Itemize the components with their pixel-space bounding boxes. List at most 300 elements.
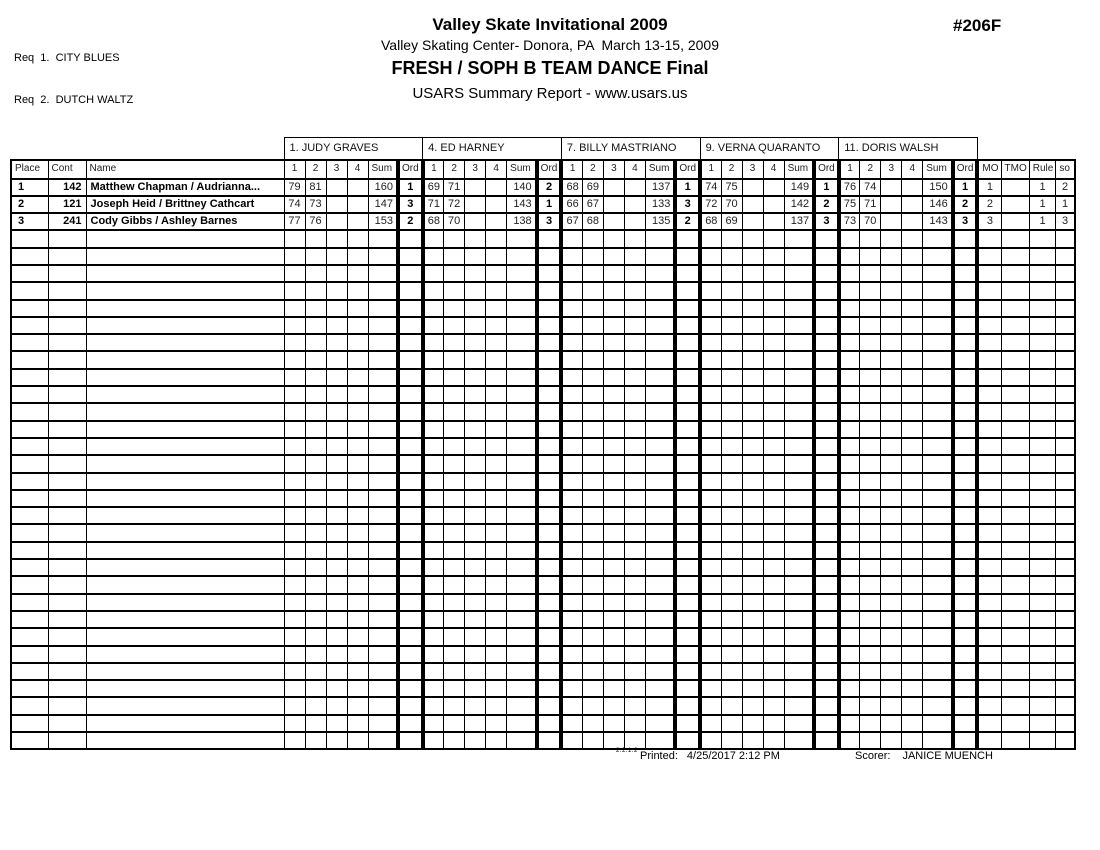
empty-cell	[444, 715, 465, 732]
empty-cell	[86, 663, 284, 680]
empty-cell	[1056, 455, 1075, 472]
empty-cell	[398, 542, 423, 559]
empty-cell	[423, 559, 444, 576]
empty-cell	[814, 230, 839, 247]
empty-cell	[645, 594, 675, 611]
empty-cell	[881, 265, 902, 282]
empty-cell	[582, 663, 603, 680]
empty-cell	[784, 455, 814, 472]
empty-cell	[1029, 300, 1056, 317]
empty-cell	[645, 628, 675, 645]
empty-cell	[465, 334, 486, 351]
empty-cell	[1056, 351, 1075, 368]
empty-cell	[486, 369, 507, 386]
empty-cell	[700, 542, 721, 559]
empty-cell	[1001, 230, 1029, 247]
empty-cell	[465, 455, 486, 472]
empty-cell	[1056, 663, 1075, 680]
empty-cell	[624, 542, 645, 559]
judge-name-2: 4. ED HARNEY	[423, 138, 562, 160]
judge5-ord-cell: 2	[953, 196, 978, 213]
place-cell: 1	[11, 179, 48, 196]
empty-cell	[977, 351, 1001, 368]
empty-cell	[839, 559, 860, 576]
judge4-score-cell	[742, 179, 763, 196]
empty-cell	[923, 542, 953, 559]
empty-cell	[444, 421, 465, 438]
empty-cell	[977, 438, 1001, 455]
empty-cell	[326, 576, 347, 593]
empty-cell	[1001, 663, 1029, 680]
empty-cell	[721, 628, 742, 645]
judge4-score-cell: 70	[721, 196, 742, 213]
empty-cell	[721, 421, 742, 438]
empty-cell	[284, 576, 305, 593]
empty-cell	[86, 455, 284, 472]
empty-cell	[839, 663, 860, 680]
empty-cell	[1029, 265, 1056, 282]
empty-cell	[1029, 351, 1056, 368]
empty-cell	[368, 351, 398, 368]
header-judge5-1: 1	[839, 160, 860, 179]
empty-cell	[742, 490, 763, 507]
empty-cell	[742, 697, 763, 714]
empty-cell	[1001, 646, 1029, 663]
empty-cell	[902, 680, 923, 697]
empty-cell	[284, 421, 305, 438]
empty-cell	[582, 576, 603, 593]
empty-cell	[537, 317, 562, 334]
empty-cell	[561, 403, 582, 420]
empty-cell	[465, 438, 486, 455]
empty-cell	[1001, 611, 1029, 628]
empty-cell	[11, 611, 48, 628]
empty-cell	[881, 594, 902, 611]
empty-cell	[1029, 628, 1056, 645]
empty-cell	[86, 334, 284, 351]
judge5-score-cell: 75	[839, 196, 860, 213]
empty-cell	[1056, 438, 1075, 455]
empty-cell	[537, 438, 562, 455]
empty-cell	[486, 334, 507, 351]
empty-cell	[839, 403, 860, 420]
empty-cell	[465, 542, 486, 559]
judge1-score-cell: 76	[305, 213, 326, 230]
empty-cell	[675, 559, 700, 576]
empty-cell	[486, 542, 507, 559]
empty-cell	[839, 317, 860, 334]
empty-cell	[881, 680, 902, 697]
empty-cell	[860, 663, 881, 680]
empty-cell	[923, 524, 953, 541]
empty-cell	[1001, 680, 1029, 697]
empty-cell	[423, 594, 444, 611]
empty-cell	[398, 559, 423, 576]
rule-cell: 1	[1029, 179, 1056, 196]
empty-cell	[326, 421, 347, 438]
empty-row	[11, 594, 1075, 611]
judge2-score-cell	[486, 213, 507, 230]
judge-header-row	[11, 138, 1075, 160]
empty-cell	[839, 334, 860, 351]
empty-cell	[347, 438, 368, 455]
empty-cell	[603, 628, 624, 645]
empty-cell	[11, 230, 48, 247]
empty-cell	[953, 317, 978, 334]
empty-cell	[326, 230, 347, 247]
empty-cell	[624, 490, 645, 507]
empty-cell	[423, 438, 444, 455]
header-place: Place	[11, 160, 48, 179]
empty-cell	[11, 646, 48, 663]
empty-cell	[1001, 386, 1029, 403]
empty-cell	[923, 611, 953, 628]
empty-cell	[284, 697, 305, 714]
empty-cell	[507, 369, 537, 386]
empty-cell	[537, 490, 562, 507]
empty-cell	[1001, 317, 1029, 334]
empty-cell	[486, 265, 507, 282]
empty-cell	[784, 248, 814, 265]
empty-cell	[86, 697, 284, 714]
empty-cell	[486, 524, 507, 541]
empty-cell	[444, 300, 465, 317]
empty-cell	[1029, 663, 1056, 680]
empty-cell	[465, 663, 486, 680]
empty-cell	[814, 680, 839, 697]
empty-cell	[537, 334, 562, 351]
empty-cell	[582, 594, 603, 611]
empty-cell	[465, 559, 486, 576]
empty-cell	[700, 715, 721, 732]
empty-cell	[1056, 542, 1075, 559]
empty-cell	[881, 317, 902, 334]
empty-cell	[953, 230, 978, 247]
empty-cell	[923, 300, 953, 317]
empty-cell	[284, 230, 305, 247]
empty-cell	[561, 594, 582, 611]
empty-cell	[284, 611, 305, 628]
empty-cell	[624, 594, 645, 611]
judge1-sum-cell: 153	[368, 213, 398, 230]
empty-cell	[977, 559, 1001, 576]
empty-cell	[977, 334, 1001, 351]
empty-cell	[645, 490, 675, 507]
empty-cell	[423, 334, 444, 351]
empty-cell	[86, 542, 284, 559]
empty-row	[11, 317, 1075, 334]
empty-cell	[814, 282, 839, 299]
empty-cell	[977, 265, 1001, 282]
mo-cell: 1	[977, 179, 1001, 196]
empty-cell	[284, 282, 305, 299]
empty-cell	[721, 732, 742, 749]
empty-cell	[645, 300, 675, 317]
empty-cell	[326, 542, 347, 559]
empty-cell	[465, 524, 486, 541]
empty-cell	[368, 334, 398, 351]
name-cell: Matthew Chapman / Audrianna...	[86, 179, 284, 196]
empty-cell	[721, 438, 742, 455]
empty-cell	[603, 317, 624, 334]
empty-cell	[486, 300, 507, 317]
empty-cell	[444, 507, 465, 524]
empty-cell	[953, 351, 978, 368]
empty-cell	[305, 455, 326, 472]
empty-cell	[423, 386, 444, 403]
empty-cell	[368, 248, 398, 265]
header-judge5-2: 2	[860, 160, 881, 179]
header-judge4-ord: Ord	[814, 160, 839, 179]
empty-cell	[881, 490, 902, 507]
empty-cell	[953, 438, 978, 455]
judge1-ord-cell: 2	[398, 213, 423, 230]
empty-cell	[561, 438, 582, 455]
empty-cell	[763, 524, 784, 541]
empty-cell	[624, 369, 645, 386]
empty-cell	[423, 663, 444, 680]
empty-cell	[977, 594, 1001, 611]
empty-cell	[860, 282, 881, 299]
empty-cell	[902, 386, 923, 403]
empty-row	[11, 732, 1075, 749]
empty-cell	[486, 455, 507, 472]
empty-cell	[326, 680, 347, 697]
empty-cell	[603, 507, 624, 524]
empty-cell	[953, 680, 978, 697]
empty-cell	[347, 248, 368, 265]
judge3-score-cell	[624, 213, 645, 230]
empty-cell	[923, 317, 953, 334]
empty-row	[11, 300, 1075, 317]
empty-cell	[645, 680, 675, 697]
empty-cell	[1001, 715, 1029, 732]
judge4-score-cell	[763, 213, 784, 230]
empty-cell	[881, 507, 902, 524]
empty-cell	[624, 455, 645, 472]
empty-cell	[784, 732, 814, 749]
empty-cell	[923, 646, 953, 663]
empty-cell	[603, 697, 624, 714]
empty-cell	[603, 732, 624, 749]
empty-cell	[444, 542, 465, 559]
empty-cell	[742, 524, 763, 541]
empty-cell	[423, 351, 444, 368]
empty-cell	[86, 715, 284, 732]
header-judge1-ord: Ord	[398, 160, 423, 179]
empty-cell	[1029, 507, 1056, 524]
empty-cell	[1029, 421, 1056, 438]
empty-cell	[784, 611, 814, 628]
empty-cell	[814, 438, 839, 455]
empty-cell	[368, 386, 398, 403]
empty-cell	[48, 403, 86, 420]
empty-cell	[675, 507, 700, 524]
empty-cell	[486, 507, 507, 524]
empty-cell	[1001, 697, 1029, 714]
judge3-score-cell: 66	[561, 196, 582, 213]
empty-cell	[86, 473, 284, 490]
empty-cell	[1056, 697, 1075, 714]
empty-cell	[444, 697, 465, 714]
empty-cell	[603, 680, 624, 697]
empty-cell	[814, 697, 839, 714]
empty-cell	[582, 230, 603, 247]
empty-cell	[444, 282, 465, 299]
empty-cell	[347, 663, 368, 680]
empty-cell	[953, 576, 978, 593]
empty-cell	[486, 282, 507, 299]
empty-row	[11, 524, 1075, 541]
judge3-score-cell: 69	[582, 179, 603, 196]
empty-cell	[305, 334, 326, 351]
empty-cell	[561, 317, 582, 334]
empty-cell	[444, 230, 465, 247]
header-judge4-1: 1	[700, 160, 721, 179]
empty-cell	[881, 300, 902, 317]
empty-cell	[11, 594, 48, 611]
empty-cell	[561, 646, 582, 663]
empty-cell	[700, 611, 721, 628]
empty-cell	[48, 542, 86, 559]
empty-cell	[902, 421, 923, 438]
empty-cell	[814, 265, 839, 282]
empty-cell	[423, 680, 444, 697]
cont-cell: 121	[48, 196, 86, 213]
empty-cell	[11, 697, 48, 714]
empty-cell	[902, 317, 923, 334]
req-line-2: Req 2. DUTCH WALTZ	[14, 94, 134, 106]
empty-cell	[923, 455, 953, 472]
empty-cell	[398, 680, 423, 697]
empty-cell	[86, 524, 284, 541]
empty-cell	[537, 542, 562, 559]
empty-cell	[1056, 507, 1075, 524]
scorer-name: JANICE MUENCH	[902, 750, 993, 762]
empty-cell	[1029, 473, 1056, 490]
empty-row	[11, 403, 1075, 420]
empty-cell	[603, 473, 624, 490]
empty-cell	[486, 628, 507, 645]
empty-cell	[977, 611, 1001, 628]
empty-cell	[763, 697, 784, 714]
empty-cell	[860, 732, 881, 749]
empty-cell	[1001, 265, 1029, 282]
empty-cell	[721, 611, 742, 628]
empty-cell	[1001, 594, 1029, 611]
empty-cell	[763, 542, 784, 559]
judge4-score-cell: 68	[700, 213, 721, 230]
empty-cell	[839, 542, 860, 559]
empty-cell	[284, 265, 305, 282]
empty-cell	[48, 732, 86, 749]
empty-cell	[1056, 473, 1075, 490]
judge5-score-cell	[902, 179, 923, 196]
empty-cell	[675, 455, 700, 472]
empty-cell	[839, 282, 860, 299]
empty-cell	[11, 403, 48, 420]
header-judge5-ord: Ord	[953, 160, 978, 179]
judge1-score-cell: 73	[305, 196, 326, 213]
empty-cell	[444, 351, 465, 368]
empty-cell	[347, 265, 368, 282]
empty-cell	[603, 576, 624, 593]
header-judge2-ord: Ord	[537, 160, 562, 179]
empty-cell	[86, 248, 284, 265]
empty-cell	[721, 265, 742, 282]
empty-cell	[923, 628, 953, 645]
empty-cell	[953, 663, 978, 680]
empty-cell	[645, 248, 675, 265]
empty-cell	[603, 248, 624, 265]
empty-cell	[1001, 438, 1029, 455]
empty-cell	[860, 697, 881, 714]
empty-cell	[977, 230, 1001, 247]
empty-cell	[86, 594, 284, 611]
empty-cell	[675, 697, 700, 714]
empty-cell	[881, 697, 902, 714]
empty-cell	[582, 732, 603, 749]
empty-cell	[721, 473, 742, 490]
empty-cell	[814, 628, 839, 645]
empty-cell	[423, 646, 444, 663]
judge1-score-cell	[347, 213, 368, 230]
empty-cell	[881, 334, 902, 351]
empty-cell	[11, 438, 48, 455]
competition-title: Valley Skate Invitational 2009	[432, 15, 668, 34]
empty-cell	[444, 403, 465, 420]
empty-cell	[700, 646, 721, 663]
empty-cell	[977, 248, 1001, 265]
judge1-sum-cell: 160	[368, 179, 398, 196]
empty-row	[11, 282, 1075, 299]
empty-cell	[977, 317, 1001, 334]
empty-cell	[1056, 421, 1075, 438]
empty-cell	[48, 473, 86, 490]
empty-cell	[675, 317, 700, 334]
empty-cell	[465, 680, 486, 697]
empty-cell	[368, 732, 398, 749]
judge3-sum-cell: 137	[645, 179, 675, 196]
empty-cell	[624, 421, 645, 438]
empty-cell	[977, 697, 1001, 714]
empty-cell	[284, 369, 305, 386]
empty-cell	[537, 507, 562, 524]
empty-cell	[507, 403, 537, 420]
empty-cell	[814, 611, 839, 628]
empty-cell	[1001, 473, 1029, 490]
empty-cell	[881, 628, 902, 645]
empty-cell	[326, 438, 347, 455]
empty-cell	[465, 282, 486, 299]
empty-cell	[784, 438, 814, 455]
judge3-score-cell: 67	[582, 196, 603, 213]
empty-cell	[347, 594, 368, 611]
empty-cell	[784, 576, 814, 593]
empty-cell	[284, 317, 305, 334]
empty-cell	[675, 594, 700, 611]
empty-cell	[48, 611, 86, 628]
judge5-score-cell	[881, 179, 902, 196]
judge3-ord-cell: 1	[675, 179, 700, 196]
empty-cell	[923, 403, 953, 420]
empty-cell	[1029, 542, 1056, 559]
empty-cell	[603, 594, 624, 611]
empty-cell	[48, 576, 86, 593]
empty-cell	[305, 317, 326, 334]
empty-cell	[561, 300, 582, 317]
empty-cell	[700, 248, 721, 265]
